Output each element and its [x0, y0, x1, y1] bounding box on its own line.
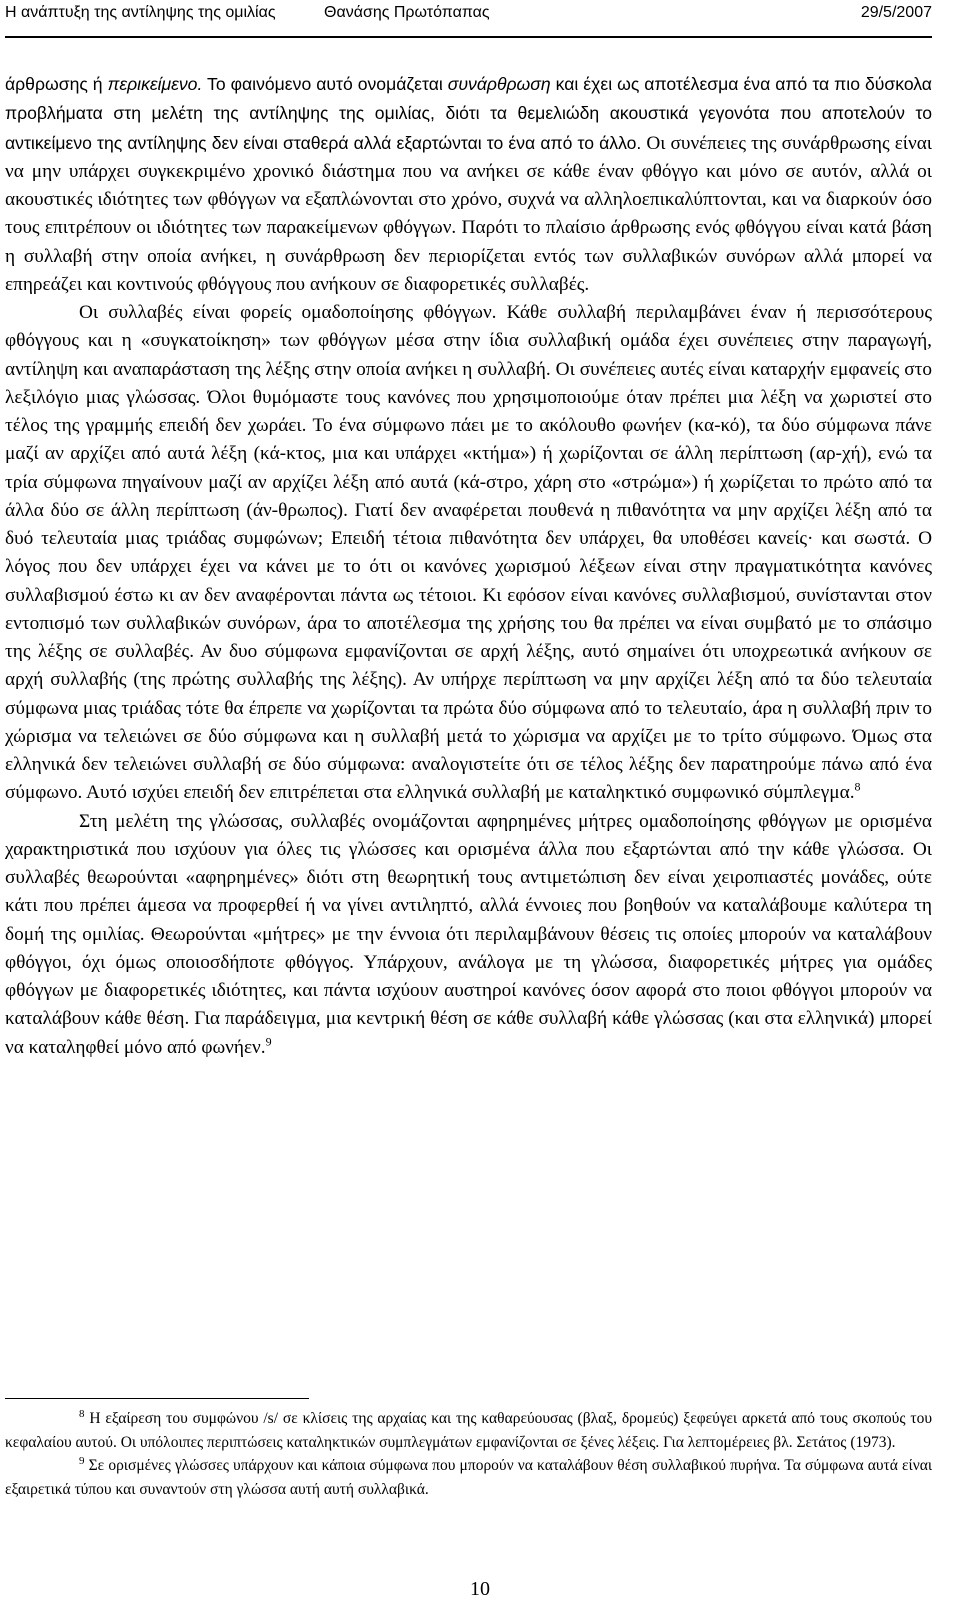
page-number: 10 [470, 1578, 490, 1600]
header-author: Θανάσης Πρωτόπαπας [324, 4, 490, 21]
body-text [5, 70, 932, 1062]
text-run: άρθρωσης ή [5, 74, 108, 94]
footnote-separator [5, 1398, 309, 1399]
footnote-ref-8[interactable]: 8 [854, 779, 861, 794]
italic-term: συνάρθρωση [447, 74, 551, 94]
footnote-text: Σε ορισμένες γλώσσες υπάρχουν και κάποια σύμφωνα που μπορούν να καταλάβουν θέση συλλαβικού πυρήνα. Τα σύμφωνα αυτά είναι εξαιρετικά τύπου και συναντούν στη γλώσσα αυτή αυτή συλλαβικά. [5, 1457, 932, 1498]
footnote-8 [5, 1407, 932, 1454]
footnote-mark: 9 [79, 1454, 85, 1467]
text-run: Οι συνέπειες της συνάρθρωσης είναι να μην υπάρχει συγκεκριμένο χρονικό διάστημα που να ανήκει σε κάθε έναν φθόγγο και μόνο σε αυτόν, αλλά οι ακουστικές ιδιότητες των φθόγγων να εξαπλώνονται στο χρόνο, συχνά να αλληλοεπικαλύπτονται, και να διαρκούν όσο τους επιτρέπουν οι ιδιότητες των παρακείμενων φθόγγων. Παρότι το πλαίσιο άρθρωσης ενός φθόγγου είναι κατά βάση η συλλαβή στην οποία ανήκει, η συνάρθρωση δεν περιορίζεται εντός των συλλαβικών συνόρων αλλά μπορεί να επηρεάζει και κοντινούς φθόγγους που ανήκουν σε διαφορετικές συλλαβές. [5, 132, 932, 295]
footnote-9 [5, 1454, 932, 1501]
text-run: και έχει ως αποτέλεσμα ένα από τα πιο δύσκολα προβλήματα στη μελέτη της αντίληψης της ομιλίας, διότι τα θεμελιώδη ακουστικά γεγονότα που αποτελούν το αντικείμενο της αντίληψης δεν είναι σταθερά αλλά εξαρτώνται το ένα από το άλλο. [5, 74, 932, 153]
header-title: Η ανάπτυξη της αντίληψης της ομιλίας [5, 4, 276, 21]
paragraph-3 [5, 808, 932, 1062]
footnote-mark: 8 [79, 1407, 85, 1420]
paragraph-2 [5, 299, 932, 808]
footnote-text: Η εξαίρεση του συμφώνου /s/ σε κλίσεις της αρχαίας και της καθαρεύουσας (βλαξ, δρομεύς) ξεφεύγει αρκετά από τους σκοπούς του κεφαλαίου αυτού. Οι υπόλοιπες περιπτώσεις καταληκτικών συμπλεγμάτων εμφανίζονται σε ξένες λέξεις. Για λεπτομέρειες βλ. Σετάτος (1973). [5, 1410, 932, 1451]
text-run: Στη μελέτη της γλώσσας, συλλαβές ονομάζονται αφηρημένες μήτρες ομαδοποίησης φθόγγων με ορισμένα χαρακτηριστικά που ισχύουν για όλες τις γλώσσες και ορισμένα άλλα που εξαρτώνται από την κάθε γλώσσα. Οι συλλαβές θεωρούνται «αφηρημένες» διότι στη θεωρητική τους αντιμετώπιση δεν είναι χειροπιαστές μονάδες, ούτε κάτι που πρέπει άμεσα να προφερθεί ή να γίνει αντιληπτό, αλλά έννοιες που βοηθούν να καταλάβουμε καλύτερα τη δομή της ομιλίας. Θεωρούνται «μήτρες» με την έννοια ότι περιλαμβάνουν θέσεις τις οποίες μπορούν να καταλάβουν φθόγγοι, όχι όμως οποιοσδήποτε φθόγγος. Υπάρχουν, ανάλογα με τη γλώσσα, διαφορετικές μήτρες για ομάδες φθόγγων με διαφορετικές ιδιότητες, και πάντα ισχύουν αυστηροί κανόνες όσον αφορά στο ποιοι φθόγγοι μπορούν να καταλάβουν κάθε θέση. Για παράδειγμα, μια κεντρική θέση σε κάθε συλλαβή κάθε γλώσσας (και στα ελληνικά) μπορεί να καταληφθεί μόνο από φωνήεν. [5, 810, 932, 1058]
text-run: Οι συλλαβές είναι φορείς ομαδοποίησης φθόγγων. Κάθε συλλαβή περιλαμβάνει έναν ή περισσότερους φθόγγους και η «συγκατοίκηση» των φθόγγων μέσα στην ίδια συλλαβική ομάδα έχει συνέπειες στην παραγωγή, αντίληψη και αναπαράσταση της λέξης στην οποία ανήκει η συλλαβή. Οι συνέπειες αυτές είναι καταρχήν εμφανείς στο λεξιλόγιο μιας γλώσσας. Όλοι θυμόμαστε τους κανόνες που χρησιμοποιούμε όταν πρέπει μια λέξη να χωριστεί στο τέλος της γραμμής επειδή δεν χωράει. Το ένα σύμφωνο πάει με το ακόλουθο φωνήεν (κα-κό), τα δύο σύμφωνα πάνε μαζί αν αρχίζει από αυτά λέξη (κά-κτος, μια και υπάρχει «κτήμα») ή χωρίζονται σε άλλη περίπτωση (αρ-χή), ενώ τα τρία σύμφωνα πηγαίνουν μαζί αν αρχίζει λέξη από αυτά (κά-στρο, χάρη στο «στρώμα») ή χωρίζεται το πρώτο από τα άλλα δύο σε άλλη περίπτωση (άν-θρωπος). Γιατί δεν αναφέρεται πουθενά η πιθανότητα να μην αρχίζει λέξη από τα δυό τελευταία μιας τριάδας συμφώνων; Επειδή τέτοια πιθανότητα δεν υπάρχει, θα υποθέσει κανείς· και σωστά. Ο λόγος που δεν υπάρχει έχει να κάνει με το ότι οι κανόνες χωρισμού λέξεων είναι στην πραγματικότητα κανόνες συλλαβισμού έστω κι αν δεν αναφέρονται πάντα ως τέτοιοι. Κι εφόσον είναι κανόνες συλλαβισμού, συνίστανται στον εντοπισμό των συλλαβικών συνόρων, άρα το αποτέλεσμα της χρήσης του θα πρέπει να είναι συμβατό με το σπάσιμο της λέξης σε συλλαβές. Αν δυο σύμφωνα εμφανίζονται σε αρχή λέξης, αυτό σημαίνει ότι υποχρεωτικά ανήκουν σε αρχή συλλαβής (της πρώτης συλλαβής της λέξης). Αν υπήρχε περίπτωση να μην αρχίζει λέξη από τα δύο τελευταία σύμφωνα μιας τριάδας τότε θα έπρεπε να χωρίζονται τα πρώτα δύο σύμφωνα από το τελευταίο, άρα η συλλαβή πριν το χώρισμα να τελειώνει σε δύο σύμφωνα και η συλλαβή μετά το χώρισμα να αρχίζει με το τρίτο σύμφωνο. Όμως στα ελληνικά δεν τελειώνει συλλαβή σε δύο σύμφωνα: αναλογιστείτε ότι σε τέλος λέξης δεν παρατηρούμε πάνω από ένα σύμφωνο. Αυτό ισχύει επειδή δεν επιτρέπεται στα ελληνικά συλλαβή με καταληκτικό συμφωνικό σύμπλεγμα. [5, 302, 932, 804]
italic-term: περικείμενο. [107, 74, 203, 94]
header-date: 29/5/2007 [860, 4, 932, 21]
footnote-ref-9[interactable]: 9 [265, 1034, 272, 1049]
footnotes [5, 1407, 932, 1501]
paragraph-1 [5, 70, 932, 299]
running-header [5, 0, 932, 38]
text-run: Το φαινόμενο αυτό ονομάζεται [202, 74, 448, 94]
